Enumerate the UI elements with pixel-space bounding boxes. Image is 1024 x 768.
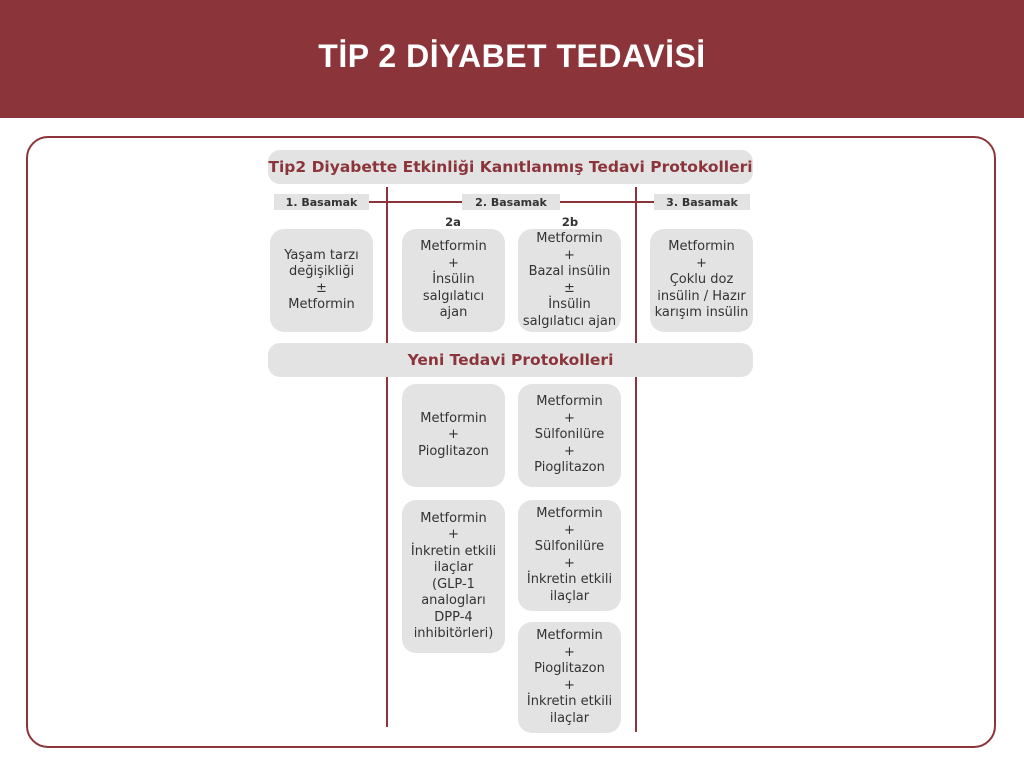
- step-2b-box: [518, 229, 621, 332]
- step-2a-text: Metformin + İnsülin salgılatıcı ajan: [420, 239, 487, 321]
- step-3-label: 3. Basamak: [654, 194, 750, 210]
- content-frame: [26, 136, 996, 748]
- column-divider-left: [386, 187, 388, 727]
- step-2-label: 2. Basamak: [462, 194, 560, 210]
- step-1-box: [270, 229, 373, 332]
- new-protocol-box-1: [402, 384, 505, 487]
- new-protocol-text-1: Metformin + Pioglitazon: [418, 410, 489, 459]
- new-protocol-box-4: [518, 500, 621, 611]
- step-3-box: [650, 229, 753, 332]
- new-protocol-text-2: Metformin + Sülfonilüre + Pioglitazon: [534, 394, 605, 476]
- step-1-label: 1. Basamak: [274, 194, 369, 210]
- new-protocol-box-3: [402, 500, 505, 653]
- new-protocol-text-3: Metformin + İnkretin etkili ilaçlar (GLP-1 analogları DPP-4 inhibitörleri): [410, 510, 497, 641]
- substep-2b-label: 2b: [561, 215, 579, 229]
- step-2a-box: [402, 229, 505, 332]
- step-3-text: Metformin + Çoklu doz insülin / Hazır karışım insülin: [654, 239, 749, 321]
- new-protocol-box-2: [518, 384, 621, 487]
- new-protocol-text-4: Metformin + Sülfonilüre + İnkretin etkili ilaçlar: [526, 506, 613, 604]
- protocols-title: Tip2 Diyabette Etkinliği Kanıtlanmış Tedavi Protokolleri: [268, 150, 753, 184]
- column-divider-right: [635, 187, 637, 732]
- new-protocol-text-5: Metformin + Pioglitazon + İnkretin etkili ilaçlar: [526, 628, 613, 726]
- substep-2a-label: 2a: [445, 215, 461, 229]
- title-bar: [0, 0, 1024, 118]
- new-protocols-title: Yeni Tedavi Protokolleri: [268, 343, 753, 377]
- slide-title: TİP 2 DİYABET TEDAVİSİ: [318, 38, 706, 74]
- step-1-text: Yaşam tarzı değişikliği ± Metformin: [284, 247, 359, 312]
- new-protocol-box-5: [518, 622, 621, 733]
- step-2b-text: Metformin + Bazal insülin ± İnsülin salgılatıcı ajan: [522, 231, 617, 329]
